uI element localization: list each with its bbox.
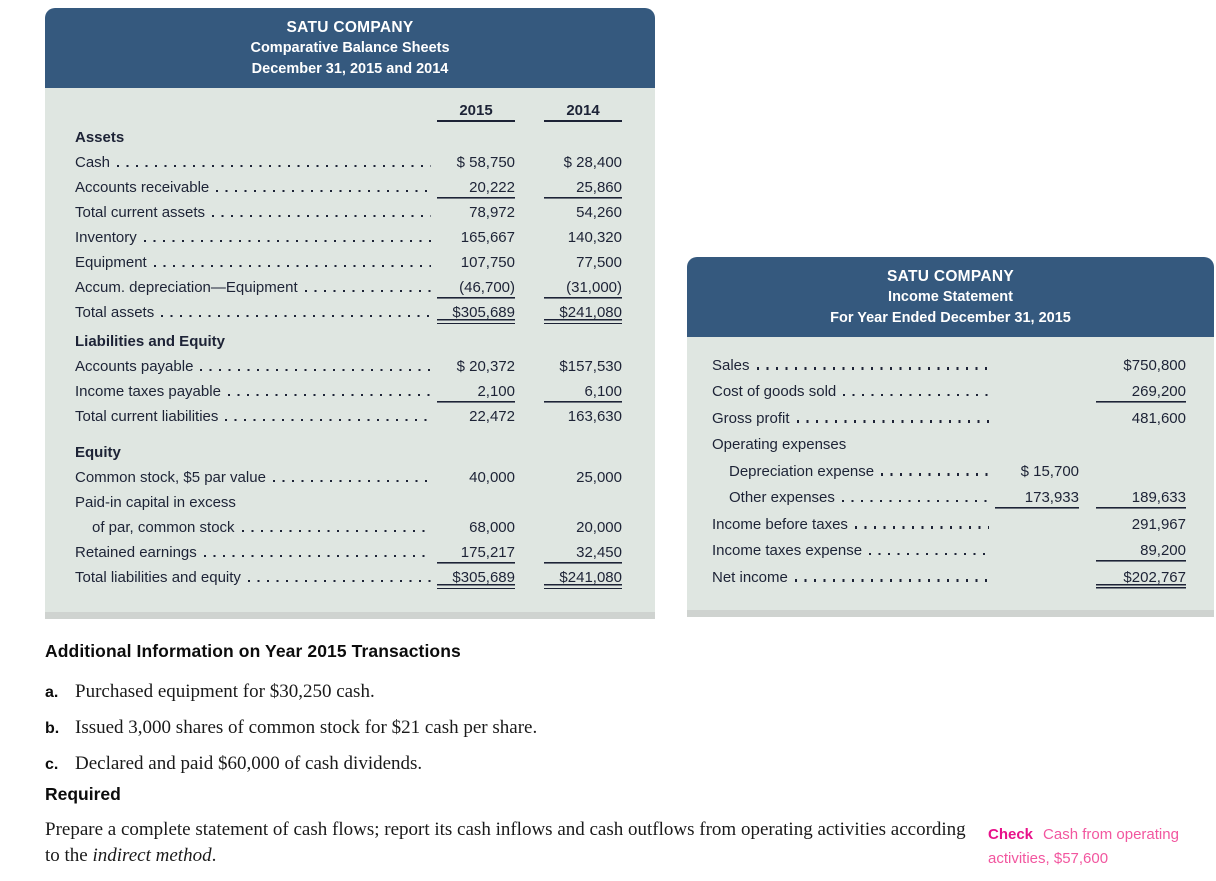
additional-info-section xyxy=(45,641,805,786)
item-text: Issued 3,000 shares of common stock for $21 cash per share. xyxy=(75,717,538,738)
statement-date: December 31, 2015 and 2014 xyxy=(251,61,449,77)
row-value xyxy=(544,511,622,514)
table-row xyxy=(75,224,622,249)
row-label: Net income xyxy=(712,568,788,586)
dot-leader xyxy=(204,555,431,557)
additional-info-list xyxy=(45,678,805,779)
row-value: 6,100 xyxy=(544,383,622,403)
table-row xyxy=(75,378,622,403)
balance-sheet-table xyxy=(45,8,655,612)
dot-leader xyxy=(795,579,989,581)
row-label: Gross profit xyxy=(712,409,790,427)
additional-info-heading: Additional Information on Year 2015 Transactions xyxy=(45,641,461,661)
row-value: 173,933 xyxy=(995,489,1079,509)
row-value: $305,689 xyxy=(437,569,515,589)
table-row xyxy=(75,514,622,539)
row-value xyxy=(995,427,1079,430)
info-item xyxy=(45,714,805,743)
info-item xyxy=(45,678,805,707)
dot-leader xyxy=(869,553,989,555)
row-label: Depreciation expense xyxy=(729,462,875,480)
row-value: 165,667 xyxy=(460,229,515,246)
check-label: Check xyxy=(988,826,1034,843)
row-value: 54,260 xyxy=(576,204,622,221)
row-value: $ 28,400 xyxy=(563,154,622,171)
item-marker: a. xyxy=(45,684,59,701)
table-row xyxy=(75,464,622,489)
row-value: (31,000) xyxy=(544,279,622,299)
row-value xyxy=(995,400,1079,403)
row-label: Paid-in capital in excess xyxy=(75,494,236,511)
table-row xyxy=(712,430,1186,457)
table-row xyxy=(75,489,622,514)
row-label: Sales xyxy=(712,356,750,374)
balance-sheet-header xyxy=(45,8,655,88)
row-value xyxy=(1096,453,1186,456)
row-value: 189,633 xyxy=(1096,489,1186,509)
row-value: $157,530 xyxy=(559,358,622,375)
dot-leader xyxy=(881,473,989,475)
row-value xyxy=(995,586,1079,589)
dot-leader xyxy=(273,480,431,482)
dot-leader xyxy=(228,394,431,396)
row-label: Equity xyxy=(75,444,121,461)
year-column-headers xyxy=(75,96,622,122)
company-name: SATU COMPANY xyxy=(286,19,414,36)
company-name: SATU COMPANY xyxy=(886,268,1015,285)
row-label: Other expenses xyxy=(729,489,835,506)
dot-leader xyxy=(212,215,431,217)
row-value: 20,222 xyxy=(437,179,515,199)
row-label: Cost of goods sold xyxy=(712,383,837,400)
check-text: Cash from operating activities, $57,600 xyxy=(988,826,1179,867)
row-value: 32,450 xyxy=(544,544,622,564)
balance-sheet-rows xyxy=(75,124,622,589)
table-row xyxy=(75,299,622,324)
statement-title: Comparative Balance Sheets xyxy=(250,40,450,56)
row-value: 78,972 xyxy=(469,204,515,221)
dot-leader xyxy=(161,315,431,317)
row-label: Equipment xyxy=(75,254,147,271)
table-row xyxy=(75,199,622,224)
row-value xyxy=(1096,480,1186,483)
item-marker: b. xyxy=(45,720,60,737)
row-value: $ 58,750 xyxy=(456,154,515,171)
section-heading-row xyxy=(75,124,622,149)
row-value: 107,750 xyxy=(460,254,515,271)
row-value: 481,600 xyxy=(1131,409,1186,427)
row-value: 89,200 xyxy=(1096,542,1186,562)
row-value: 163,630 xyxy=(567,408,622,425)
required-italic-text: indirect method xyxy=(92,845,212,866)
table-row xyxy=(712,403,1186,430)
table-row xyxy=(712,350,1186,377)
row-label: Accum. depreciation—Equipment xyxy=(75,279,298,296)
row-value: (46,700) xyxy=(437,279,515,299)
dot-leader xyxy=(225,419,431,421)
row-label: Total current assets xyxy=(75,204,206,221)
dot-leader xyxy=(242,530,431,532)
dot-leader xyxy=(855,526,989,528)
required-paragraph xyxy=(45,817,967,869)
row-value: $241,080 xyxy=(544,569,622,589)
item-text: Declared and paid $60,000 of cash dividends. xyxy=(75,753,423,774)
dot-leader xyxy=(154,265,431,267)
dot-leader xyxy=(144,240,431,242)
dot-leader xyxy=(200,369,431,371)
income-statement-body xyxy=(687,337,1214,610)
balance-sheet-body xyxy=(45,88,655,612)
row-label: Accounts payable xyxy=(75,358,194,375)
row-value xyxy=(995,374,1079,377)
item-text: Purchased equipment for $30,250 cash. xyxy=(75,681,375,702)
row-value: 291,967 xyxy=(1131,515,1186,533)
row-value xyxy=(995,559,1079,562)
table-row xyxy=(712,562,1186,589)
row-value xyxy=(995,453,1079,456)
table-row xyxy=(75,539,622,564)
table-row xyxy=(712,377,1186,404)
column-header-2015: 2015 xyxy=(437,102,515,122)
row-value: 175,217 xyxy=(437,544,515,564)
row-value: 2,100 xyxy=(437,383,515,403)
row-label: Total liabilities and equity xyxy=(75,569,241,586)
section-heading-row xyxy=(75,328,622,353)
table-row xyxy=(75,353,622,378)
row-label: of par, common stock xyxy=(92,519,235,536)
dot-leader xyxy=(757,367,989,369)
table-row xyxy=(75,403,622,428)
row-value: 40,000 xyxy=(469,469,515,486)
row-label: Cash xyxy=(75,154,111,171)
dot-leader xyxy=(248,580,431,582)
section-heading-row xyxy=(75,439,622,464)
table-row xyxy=(712,536,1186,563)
info-item xyxy=(45,750,805,779)
row-value xyxy=(995,533,1079,536)
table-row xyxy=(712,509,1186,536)
row-value: 25,860 xyxy=(544,179,622,199)
dot-leader xyxy=(305,290,431,292)
row-value: 269,200 xyxy=(1096,383,1186,403)
required-text: Prepare a complete statement of cash flows; report its cash inflows and cash outflows from operating activities according to the xyxy=(45,819,966,866)
table-row xyxy=(712,456,1186,483)
row-value: 68,000 xyxy=(469,519,515,536)
required-section xyxy=(45,784,967,869)
dot-leader xyxy=(843,394,989,396)
row-value: $ 15,700 xyxy=(1020,462,1079,480)
row-value: $750,800 xyxy=(1123,356,1186,374)
dot-leader xyxy=(216,190,431,192)
check-note xyxy=(988,823,1214,871)
dot-leader xyxy=(842,500,989,502)
row-value: 20,000 xyxy=(576,519,622,536)
row-value: 22,472 xyxy=(469,408,515,425)
row-label: Inventory xyxy=(75,229,137,246)
income-statement-table xyxy=(687,257,1214,610)
row-label: Total assets xyxy=(75,304,155,321)
row-label: Income taxes payable xyxy=(75,383,221,400)
row-label: Common stock, $5 par value xyxy=(75,469,266,486)
statement-period: For Year Ended December 31, 2015 xyxy=(830,310,1071,326)
row-label: Total current liabilities xyxy=(75,408,219,425)
table-row xyxy=(712,483,1186,510)
table-row xyxy=(75,149,622,174)
table-row xyxy=(75,249,622,274)
row-label: Operating expenses xyxy=(712,436,847,453)
required-heading: Required xyxy=(45,784,121,804)
row-value xyxy=(437,511,515,514)
row-value: 25,000 xyxy=(576,469,622,486)
statement-title: Income Statement xyxy=(888,289,1013,305)
row-label: Retained earnings xyxy=(75,544,197,561)
dot-leader xyxy=(117,165,431,167)
row-value: $241,080 xyxy=(544,304,622,324)
table-row xyxy=(75,174,622,199)
income-statement-rows xyxy=(712,350,1186,589)
row-label: Liabilities and Equity xyxy=(75,333,226,350)
row-label: Assets xyxy=(75,129,125,146)
table-row xyxy=(75,564,622,589)
row-label: Accounts receivable xyxy=(75,179,210,196)
row-value: 77,500 xyxy=(576,254,622,271)
required-text-end: . xyxy=(211,845,217,866)
row-value: $305,689 xyxy=(437,304,515,324)
column-header-2014: 2014 xyxy=(544,102,622,122)
row-value: $202,767 xyxy=(1096,569,1186,589)
row-value: $ 20,372 xyxy=(456,358,515,375)
table-row xyxy=(75,274,622,299)
row-label: Income taxes expense xyxy=(712,542,863,559)
dot-leader xyxy=(797,420,989,422)
row-label: Income before taxes xyxy=(712,515,848,533)
item-marker: c. xyxy=(45,756,59,773)
row-value: 140,320 xyxy=(567,229,622,246)
income-statement-header xyxy=(687,257,1214,337)
